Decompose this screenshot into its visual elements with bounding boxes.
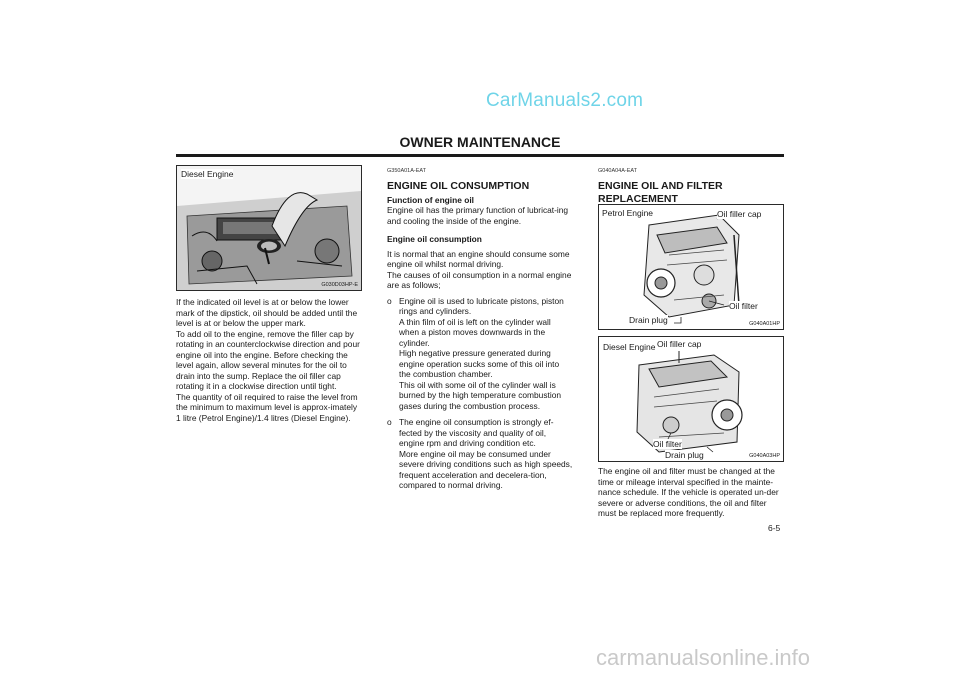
section-heading-line2: REPLACEMENT [598,192,678,205]
subheading-consumption: Engine oil consumption [387,234,482,244]
paragraph: The causes of oil consumption in a normal engine are as follows; [387,269,572,290]
header-rule [176,154,784,157]
section-heading-line1: ENGINE OIL AND FILTER [598,179,723,192]
paragraph: The engine oil and filter must be changed at the time or mileage interval specified in the mainte-nance schedule. If the vehicle is operated un-der severe or adverse conditions, the oil and filter must be replaced more frequently. [598,466,779,518]
bullet-line: A thin film of oil is left on the cylinder wall when a piston moves downwards in the cylinder. [399,316,551,348]
paragraph: If the indicated oil level is at or below the lower mark of the dipstick, oil should be added until the level is at or below the upper mark. [176,297,358,328]
figure-code: G040A03HP [749,453,780,459]
callout-drain-plug: Drain plug [665,450,704,460]
diesel-engine-illustration [599,337,783,461]
subheading-function: Function of engine oil [387,194,474,205]
figure-code: G040A01HP [749,321,780,327]
figure-code: G030D03HP-E [321,282,358,288]
callout-drain-plug: Drain plug [629,315,668,325]
watermark-bottom: carmanualsonline.info [596,645,811,670]
right-column-text [598,466,784,524]
section-code: G040A04A-EAT [598,168,638,174]
left-column-text [176,297,362,423]
section-code: G350A01A-EAT [387,168,427,174]
figure-diesel-engine-filler [176,165,362,291]
bullet-mark: o [387,295,392,306]
callout-oil-filler-cap: Oil filler cap [657,339,702,349]
figure-diesel-engine [598,336,784,462]
bullet-line: The engine oil consumption is strongly ef-fected by the viscosity and quality of oil, engine rpm and driving condition etc. [399,417,554,448]
bullet-item [387,296,573,412]
section-heading: ENGINE OIL CONSUMPTION [387,179,530,192]
bullet-line: High negative pressure generated during engine operation sucks some of this oil into the combustion chamber. [399,348,560,379]
figure-petrol-engine [598,204,784,330]
paragraph: Engine oil has the primary function of lubricat-ing and cooling the inside of the engine. [387,205,569,226]
paragraph: To add oil to the engine, remove the filler cap by rotating in an counterclockwise direction and pour engine oil into the engine. Before checking the level again, allow several minutes for the oil to drain into the sump. Replace the oil filler cap rotating it in a clockwise direction until tight. [176,328,360,391]
page-number: 6-5 [768,523,781,533]
callout-oil-filter: Oil filter [653,439,682,449]
middle-column [387,166,573,497]
right-column-heading [598,166,784,206]
bullet-mark: o [387,417,392,427]
bullet-line: Engine oil is used to lubricate pistons, piston rings and cylinders. [399,295,564,316]
paragraph: The quantity of oil required to raise the level from the minimum to maximum level is approx-imately 1 litre (Petrol Engine)/1.4 litres (Diesel Engine). [176,391,358,423]
callout-oil-filter: Oil filter [729,301,758,311]
callout-oil-filler-cap: Oil filler cap [717,209,762,219]
figure-label: Diesel Engine [603,342,656,352]
page-title: OWNER MAINTENANCE [399,134,561,150]
watermark-top: CarManuals2.com [486,90,644,111]
bullet-item [387,417,573,491]
paragraph: It is normal that an engine should consume some engine oil whilst normal driving. [387,248,570,269]
figure-label: Diesel Engine [181,169,234,179]
bullet-line: This oil with some oil of the cylinder wall is burned by the high temperature combustion gases during the combustion process. [399,379,562,411]
bullet-line: More engine oil may be consumed under severe driving conditions such as high speeds, frequent acceleration and decelera-tion, compared to normal driving. [399,448,573,490]
figure-label: Petrol Engine [602,208,654,218]
engine-bay-illustration [177,166,361,290]
